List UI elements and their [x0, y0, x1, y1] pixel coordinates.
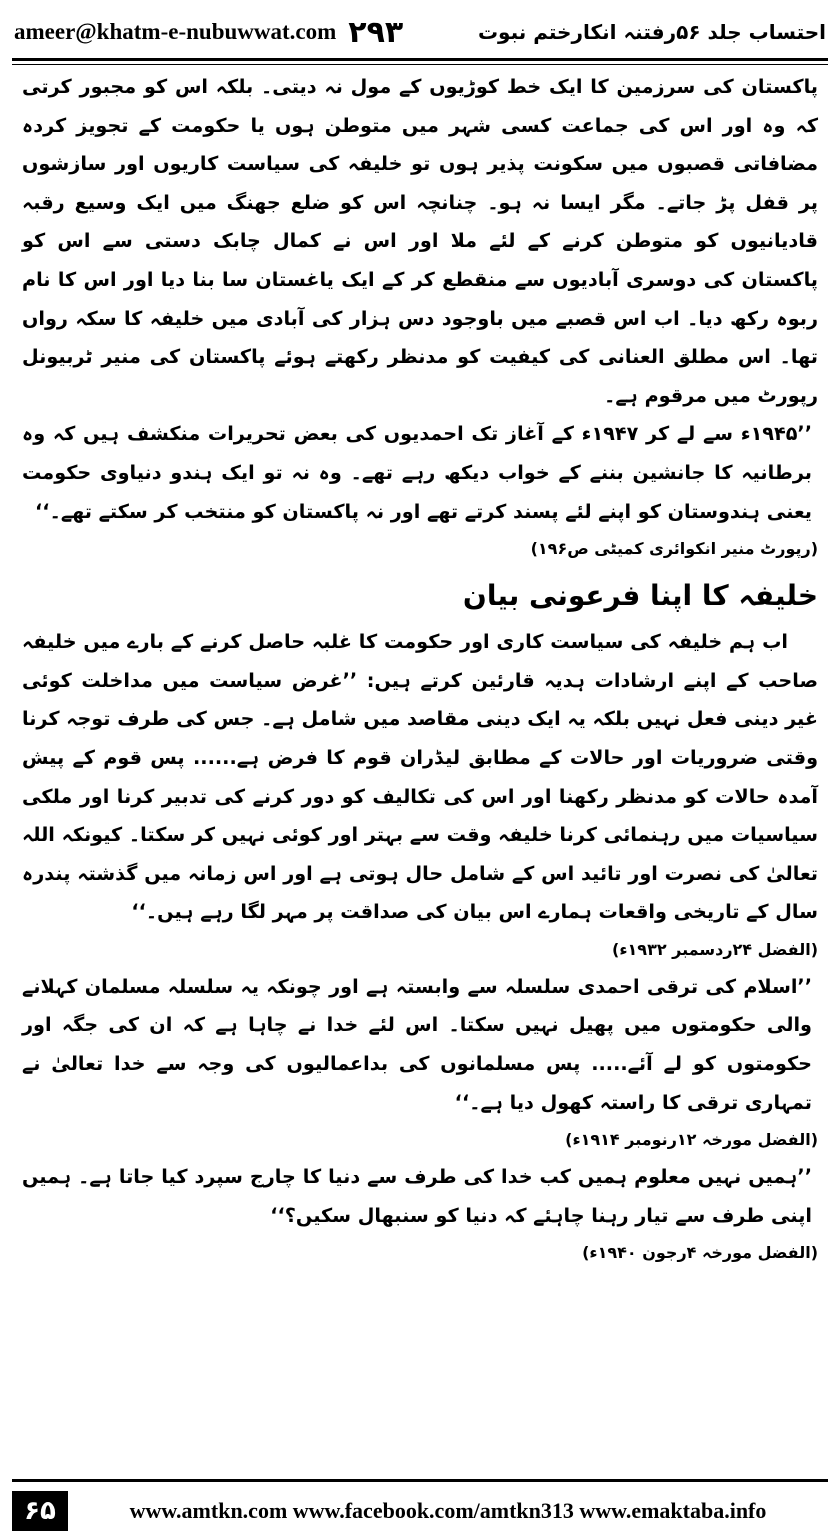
header-divider [12, 58, 828, 65]
header-email: ameer@khatm-e-nubuwwat.com [14, 19, 337, 44]
reference-alfazl-1914: (الفضل مورخہ ۱۲رنومبر ۱۹۱۴ء) [565, 1130, 818, 1150]
running-title: احتساب جلد ۵۶رفتنہ انکارختم نبوت [477, 20, 826, 44]
reference-row-1940 [22, 1235, 818, 1271]
reference-munir-report: (رپورٹ منیر انکوائری کمیٹی ص۱۹۶) [530, 539, 818, 559]
page-footer [12, 1490, 828, 1532]
quote-alfazl-1914: ’’اسلام کی ترقی احمدی سلسلہ سے وابستہ ہے اور چونکہ یہ سلسلہ مسلمان کہلانے والی حکومتوں میں پھیل نہیں سکتا۔ اس لئے خدا نے چاہا ہے کہ ان کی جگہ اور حکومتوں کو لے آئے..... پس مسلمانوں کی بداعمالیوں کی وجہ سے خدا تعالیٰ نے تمہاری ترقی کا راستہ کھول دیا ہے۔‘‘ [22, 974, 812, 1114]
quote-alfazl-1940: ’’ہمیں نہیں معلوم ہمیں کب خدا کی طرف سے دنیا کا چارج سپرد کیا جاتا ہے۔ ہمیں اپنی طرف سے تیار رہنا چاہئے کہ دنیا کو سنبھال سکیں؟‘‘ [22, 1165, 812, 1227]
volume-page-number: ۲۹۳ [348, 14, 404, 50]
footer-website-links: www.amtkn.com www.facebook.com/amtkn313 www.emaktaba.info [129, 1498, 767, 1523]
page-body [22, 68, 818, 1476]
paragraph-2: اب ہم خلیفہ کی سیاست کاری اور حکومت کا غلبہ حاصل کرنے کے بارے میں خلیفہ صاحب کے اپنے ارشادات ہدیہ قارئین کرتے ہیں: ’’غرض سیاست میں مداخلت کوئی غیر دینی فعل نہیں بلکہ یہ ایک دینی مقاصد میں شامل ہے۔ جس کی طرف توجہ کرنا وقتی ضروریات اور حالات کے مطابق لیڈران قوم کا فرض ہے...... پس قوم کے پیش آمدہ حالات کو مدنظر رکھنا اور اس کی تکالیف کو دور کرنے کی تدبیر کرنا اور ملکی سیاسیات میں رہنمائی کرنا خلیفہ وقت سے بہتر اور کوئی نہیں کر سکتا۔ کیونکہ اللہ تعالیٰ کی نصرت اور تائید اس کے شامل حال ہوتی ہے اور اس زمانہ میں گذشتہ پندرہ سال کے تاریخی واقعات ہمارے اس بیان کی صداقت پر مہر لگا رہے ہیں۔‘‘ [22, 630, 818, 924]
header-left [14, 15, 403, 50]
quote-munir-report: ’’۱۹۴۵ء سے لے کر ۱۹۴۷ء کے آغاز تک احمدیوں کی بعض تحریرات منکشف ہیں کہ وہ برطانیہ کا جانشین بننے کے خواب دیکھ رہے تھے۔ وہ نہ تو ایک ہندو دنیاوی حکومت یعنی ہندوستان کو اپنے لئے پسند کرتے تھے اور نہ پاکستان کو منتخب کر سکتے تھے۔‘‘ [22, 422, 812, 523]
page-number-box [12, 1491, 68, 1531]
page-number: ۶۵ [24, 1496, 56, 1526]
page-header [14, 8, 826, 56]
reference-alfazl-1932: (الفضل ۲۴ردسمبر ۱۹۳۲ء) [612, 939, 818, 959]
section-heading: خلیفہ کا اپنا فرعونی بیان [462, 579, 818, 613]
reference-alfazl-1940: (الفضل مورخہ ۴رجون ۱۹۴۰ء) [582, 1243, 818, 1263]
footer-divider [12, 1479, 828, 1482]
paragraph-1: پاکستان کی سرزمین کا ایک خط کوڑیوں کے مول نہ دیتی۔ بلکہ اس کو مجبور کرتی کہ وہ اور اس کی جماعت کسی شہر میں متوطن ہوں یا حکومت کے تجویز کردہ مضافاتی قصبوں میں سکونت پذیر ہوں تو خلیفہ کی سیاست کاریوں اور سازشوں پر قفل پڑ جاتے۔ مگر ایسا نہ ہو۔ چنانچہ اس کو ضلع جھنگ میں ایک وسیع رقبہ قادیانیوں کو متوطن کرنے کے لئے ملا اور اس نے کمال چابک دستی سے اس کو پاکستان کی دوسری آبادیوں سے منقطع کر کے ایک یاغستان سا بنا دیا اور اس کا نام ربوہ رکھ دیا۔ اب اس قصبے میں باوجود دس ہزار کی آبادی میں خلیفہ کا سکہ رواں تھا۔ اس مطلق العنانی کی کیفیت کو مدنظر رکھتے ہوئے پاکستان کی منیر ٹربیونل رپورٹ میں مرقوم ہے۔ [22, 75, 818, 407]
